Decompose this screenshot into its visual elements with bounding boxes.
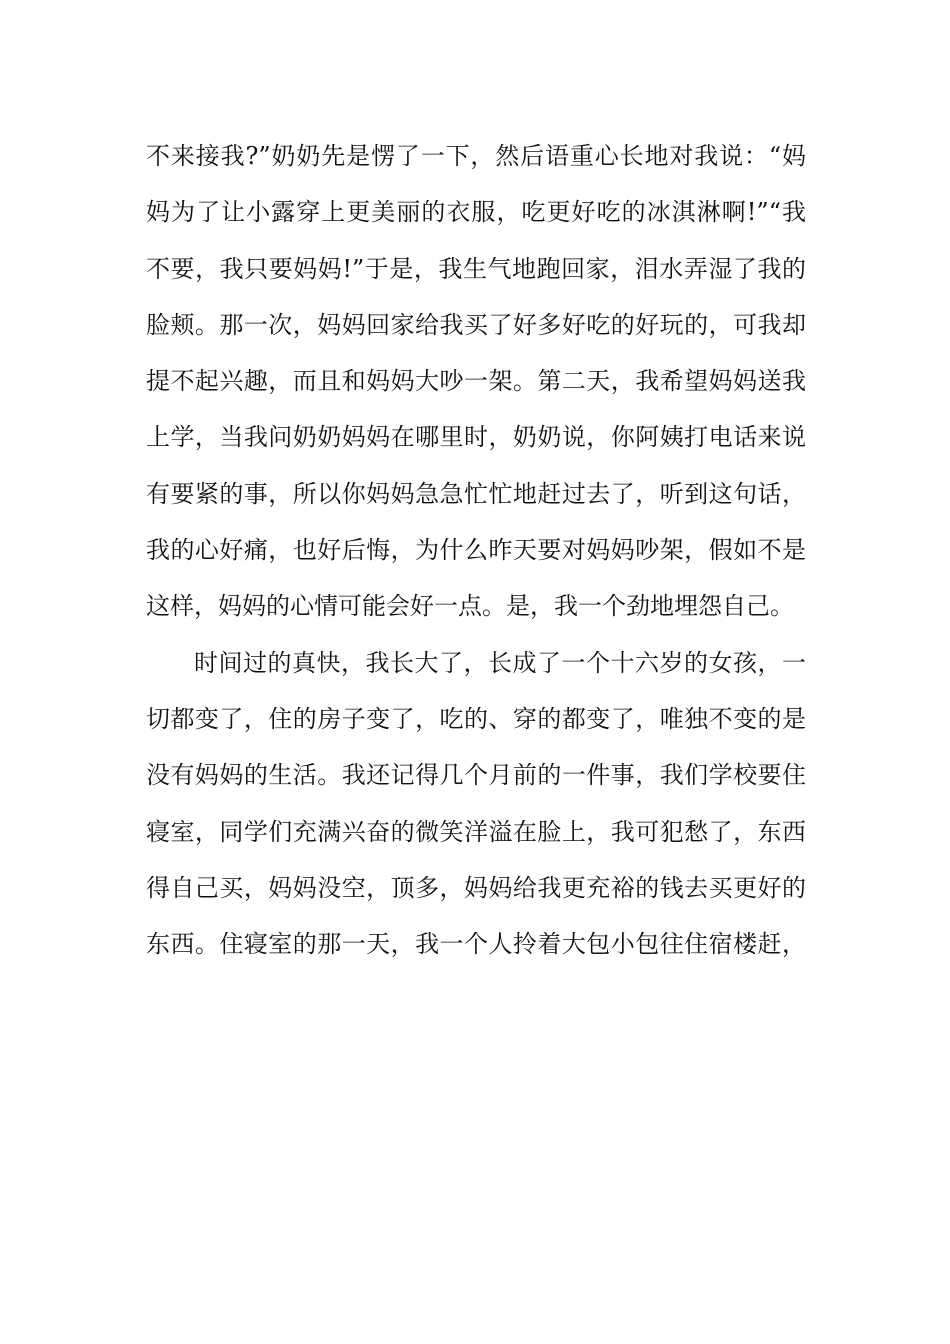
text-line-10: 时间过的真快，我长大了，长成了一个十六岁的女孩，一 <box>194 648 806 677</box>
text-line-12: 没有妈妈的生活。我还记得几个月前的一件事，我们学校要住 <box>146 761 806 790</box>
text-line-13: 寝室，同学们充满兴奋的微笑洋溢在脸上，我可犯愁了，东西 <box>146 817 806 846</box>
text-line-5: 提不起兴趣，而且和妈妈大吵一架。第二天，我希望妈妈送我 <box>146 367 806 396</box>
text-line-8: 我的心好痛，也好后悔，为什么昨天要对妈妈吵架，假如不是 <box>146 536 806 565</box>
text-line-1: 不来接我?”奶奶先是愣了一下，然后语重心长地对我说：“妈 <box>146 142 806 170</box>
text-line-4: 脸颊。那一次，妈妈回家给我买了好多好吃的好玩的，可我却 <box>146 310 806 339</box>
text-line-14: 得自己买，妈妈没空，顶多，妈妈给我更充裕的钱去买更好的 <box>146 873 806 902</box>
body-text <box>146 128 806 972</box>
text-line-2: 妈为了让小露穿上更美丽的衣服，吃更好吃的冰淇淋啊!”“我 <box>146 198 806 227</box>
text-line-9: 这样，妈妈的心情可能会好一点。是，我一个劲地埋怨自己。 <box>146 592 794 621</box>
text-line-3: 不要，我只要妈妈!”于是，我生气地跑回家，泪水弄湿了我的 <box>146 254 806 283</box>
text-line-15: 东西。住寝室的那一天，我一个人拎着大包小包往住宿楼赶， <box>146 930 806 959</box>
text-line-6: 上学，当我问奶奶妈妈在哪里时，奶奶说，你阿姨打电话来说 <box>146 423 806 452</box>
text-line-11: 切都变了，住的房子变了，吃的、穿的都变了，唯独不变的是 <box>146 704 806 733</box>
text-line-7: 有要紧的事，所以你妈妈急急忙忙地赶过去了，听到这句话， <box>146 479 806 508</box>
